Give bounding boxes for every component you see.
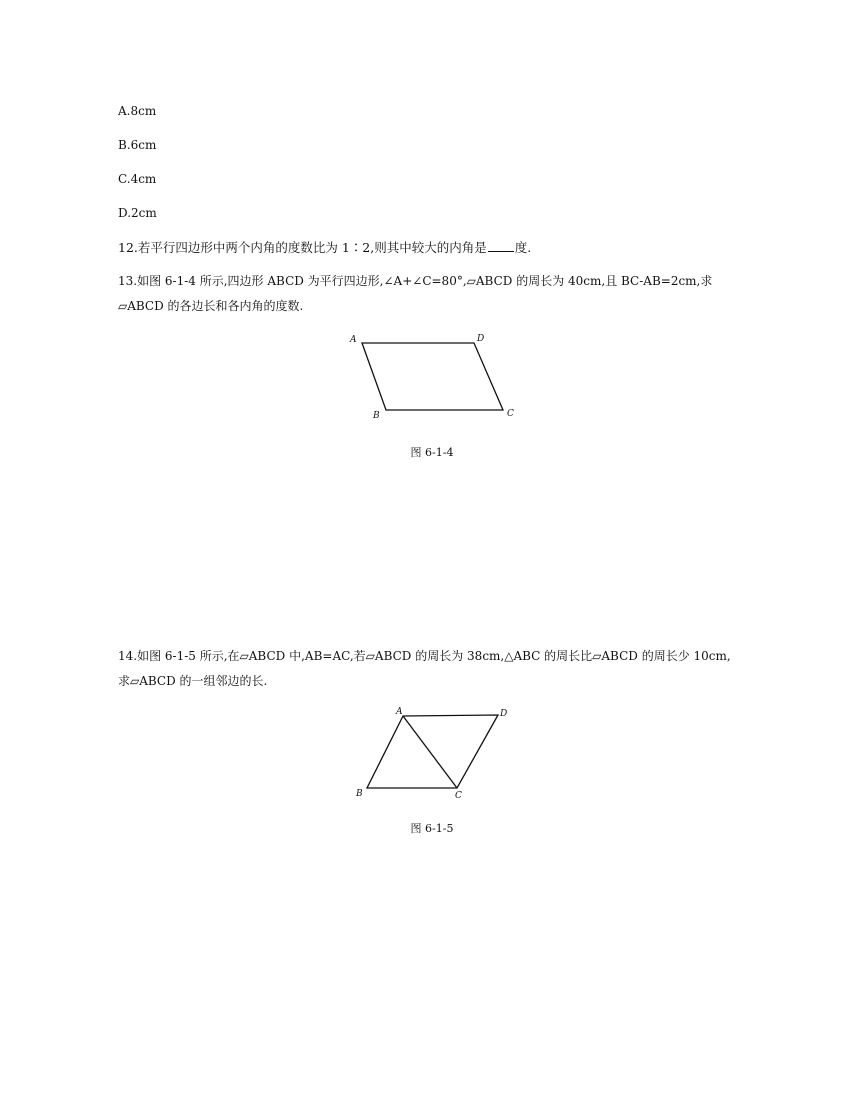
question-12	[118, 239, 531, 256]
figure-caption-6-1-5: 图 6-1-5	[410, 822, 454, 835]
vertex-label-c: C	[507, 409, 514, 419]
vertex-label-a: A	[396, 707, 403, 717]
question-14-line-1: 14.如图 6-1-5 所示,在▱ABCD 中,AB=AC,若▱ABCD 的周长为 38cm,△ABC 的周长比▱ABCD 的周长少 10cm,	[118, 649, 731, 663]
vertex-label-d: D	[500, 709, 508, 719]
vertex-label-b: B	[356, 789, 363, 799]
question-13-line-1: 13.如图 6-1-4 所示,四边形 ABCD 为平行四边形,∠A+∠C=80°,▱ABCD 的周长为 40cm,且 BC-AB=2cm,求	[118, 274, 713, 288]
question-12-text: 12.若平行四边形中两个内角的度数比为 1∶2,则其中较大的内角是	[118, 240, 487, 255]
vertex-label-d: D	[477, 334, 485, 344]
question-12-suffix: 度.	[514, 240, 532, 255]
parallelogram-abcd	[362, 343, 503, 410]
question-13-line-2: ▱ABCD 的各边长和各内角的度数.	[118, 299, 304, 313]
option-a: A.8cm	[118, 104, 157, 118]
question-14-line-2: 求▱ABCD 的一组邻边的长.	[118, 674, 268, 688]
answer-blank	[488, 239, 514, 252]
option-d: D.2cm	[118, 206, 157, 220]
figure-caption-6-1-4: 图 6-1-4	[410, 446, 454, 459]
vertex-label-b: B	[373, 411, 380, 421]
option-c: C.4cm	[118, 172, 157, 186]
vertex-label-c: C	[455, 791, 462, 801]
diagonal-ac	[403, 716, 457, 788]
option-b: B.6cm	[118, 138, 157, 152]
parallelogram-abcd	[367, 715, 498, 788]
vertex-label-a: A	[350, 335, 357, 345]
